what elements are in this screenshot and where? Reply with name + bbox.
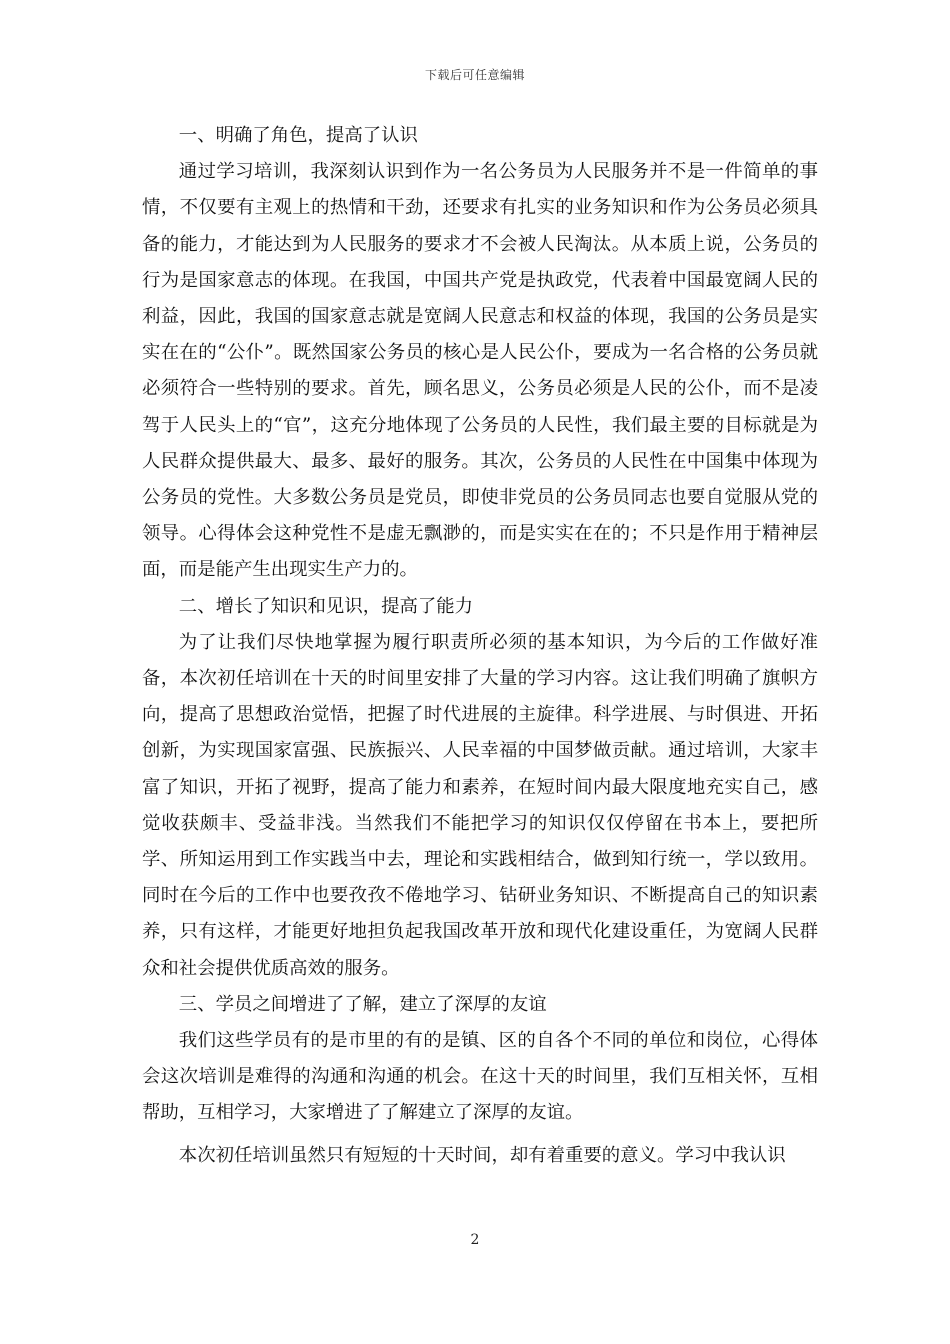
header-note: 下载后可任意编辑 <box>424 68 525 82</box>
body-paragraph-2: 为了让我们尽快地掌握为履行职责所必须的基本知识，为今后的工作做好准备，本次初任培训在十天的时间里安排了大量的学习内容。这让我们明确了旗帜方向，提高了思想政治觉悟，把握了时代进展的主旋律。科学进展、与时俱进、开拓创新，为实现国家富强、民族振兴、人民幸福的中国梦做贡献。通过培训，大家丰富了知识，开拓了视野，提高了能力和素养，在短时间内最大限度地充实自己，感觉收获颇丰、受益非浅。当然我们不能把学习的知识仅仅停留在书本上，要把所学、所知运用到工作实践当中去，理论和实践相结合，做到知行统一，学以致用。同时在今后的工作中也要孜孜不倦地学习、钻研业务知识、不断提高自己的知识素养，只有这样，才能更好地担负起我国改革开放和现代化建设重任，为宽阔人民群众和社会提供优质高效的服务。 <box>142 631 818 979</box>
section-heading-2: 二、增长了知识和见识，提高了能力 <box>178 595 474 617</box>
document-body <box>142 118 818 1174</box>
body-paragraph-4: 本次初任培训虽然只有短短的十天时间，却有着重要的意义。学习中我认识 <box>178 1144 786 1166</box>
page-number: 2 <box>470 1232 480 1248</box>
body-paragraph-1: 通过学习培训，我深刻认识到作为一名公务员为人民服务并不是一件简单的事情，不仅要有主观上的热情和干劲，还要求有扎实的业务知识和作为公务员必须具备的能力，才能达到为人民服务的要求才不会被人民淘汰。从本质上说，公务员的行为是国家意志的体现。在我国，中国共产党是执政党，代表着中国最宽阔人民的利益，因此，我国的国家意志就是宽阔人民意志和权益的体现，我国的公务员是实实在在的“公仆”。既然国家公务员的核心是人民公仆，要成为一名合格的公务员就必须符合一些特别的要求。首先，顾名思义，公务员必须是人民的公仆，而不是凌驾于人民头上的“官”，这充分地体现了公务员的人民性，我们最主要的目标就是为人民群众提供最大、最多、最好的服务。其次，公务员的人民性在中国集中体现为公务员的党性。大多数公务员是党员，即使非党员的公务员同志也要自觉服从党的领导。心得体会这种党性不是虚无飘渺的，而是实实在在的；不只是作用于精神层面，而是能产生出现实生产力的。 <box>142 161 818 581</box>
section-heading-3: 三、学员之间增进了了解，建立了深厚的友谊 <box>178 993 547 1015</box>
section-heading-1: 一、明确了角色，提高了认识 <box>178 125 418 146</box>
body-paragraph-3: 我们这些学员有的是市里的有的是镇、区的自各个不同的单位和岗位，心得体会这次培训是难得的沟通和沟通的机会。在这十天的时间里，我们互相关怀，互相帮助，互相学习，大家增进了了解建立了深厚的友谊。 <box>142 1030 818 1124</box>
